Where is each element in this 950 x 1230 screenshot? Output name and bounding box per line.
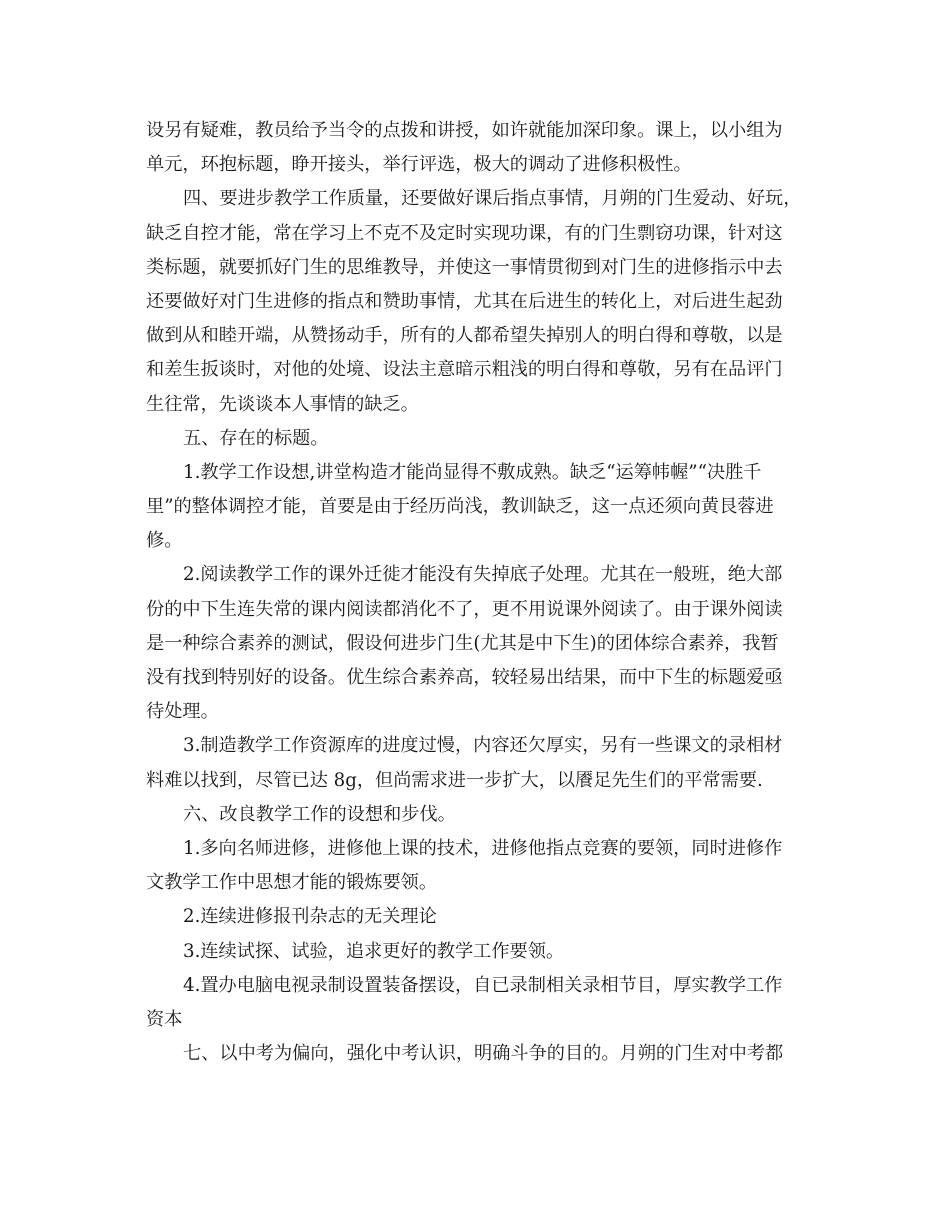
text-line: 单元，环抱标题，睁开接头，举行评选，极大的调动了进修积极性。 (146, 154, 692, 176)
text-line: 和差生扳谈时，对他的处境、设法主意暗示粗浅的明白得和尊敬，另有在品评门 (146, 359, 783, 381)
text-line: 七、以中考为偏向，强化中考认识，明确斗争的目的。月朔的门生对中考都 (183, 1043, 784, 1065)
text-line: 六、改良教学工作的设想和步伐。 (183, 803, 456, 825)
text-line: 修。 (146, 530, 183, 552)
text-line: 3.连续试探、试验，追求更好的教学工作要领。 (183, 940, 565, 962)
text-line: 2.阅读教学工作的课外迁徙才能没有失掉底子处理。尤其在一般班，绝大部 (183, 564, 783, 586)
text-line: 设另有疑难，教员给予当令的点拨和讲授，如许就能加深印象。课上，以小组为 (146, 120, 783, 141)
text-line: 类标题，就要抓好门生的思维教导，并使这一事情贯彻到对门生的进修指示中去 (146, 256, 783, 278)
text-line: 是一种综合素养的测试，假设何进步门生(尤其是中下生)的团体综合素养，我暂 (146, 632, 779, 654)
text-line: 料难以找到，尽管已达 8g，但尚需求进一步扩大，以餍足先生们的平常需要. (146, 769, 763, 791)
text-line: 4.置办电脑电视录制设置装备摆设，自已录制相关录相节目，厚实教学工作 (183, 974, 783, 996)
text-line: 没有找到特别好的设备。优生综合素养高，较轻易出结果，而中下生的标题爱亟 (146, 667, 783, 688)
text-line: 生往常，先谈谈本人事情的缺乏。 (146, 393, 419, 415)
text-line: 1.多向名师进修，进修他上课的技术，进修他指点竞赛的要领，同时进修作 (183, 837, 783, 859)
text-line: 资本 (146, 1008, 183, 1030)
text-line: 做到从和睦开端，从赞扬动手，所有的人都希望失掉别人的明白得和尊敬，以是 (146, 325, 783, 347)
text-line: 份的中下生连失常的课内阅读都消化不了，更不用说课外阅读了。由于课外阅读 (146, 598, 783, 620)
text-line: 四、要进步教学工作质量，还要做好课后指点事情，月朔的门生爱动、好玩， (183, 188, 802, 210)
text-line: 五、存在的标题。 (183, 427, 329, 449)
text-line: 缺乏自控才能，常在学习上不克不及定时实现功课，有的门生剽窃功课，针对这 (146, 222, 783, 244)
text-line: 待处理。 (146, 701, 219, 723)
text-line: 文教学工作中思想才能的锻炼要领。 (146, 872, 438, 894)
text-line: 里”的整体调控才能，首要是由于经历尚浅，教训缺乏，这一点还须向黄艮蓉进 (146, 496, 774, 518)
text-line: 3.制造教学工作资源库的进度过慢，内容还欠厚实，另有一些课文的录相材 (183, 735, 783, 757)
document-body (146, 114, 818, 1071)
text-line: 还要做好对门生进修的指点和赞助事情，尤其在后进生的转化上，对后进生起劲 (146, 290, 783, 312)
text-line: 1.教学工作设想,讲堂构造才能尚显得不敷成熟。缺乏“运筹帏幄”“决胜千 (183, 461, 762, 483)
text-line: 2.连续进修报刊杂志的无关理论 (183, 906, 437, 928)
